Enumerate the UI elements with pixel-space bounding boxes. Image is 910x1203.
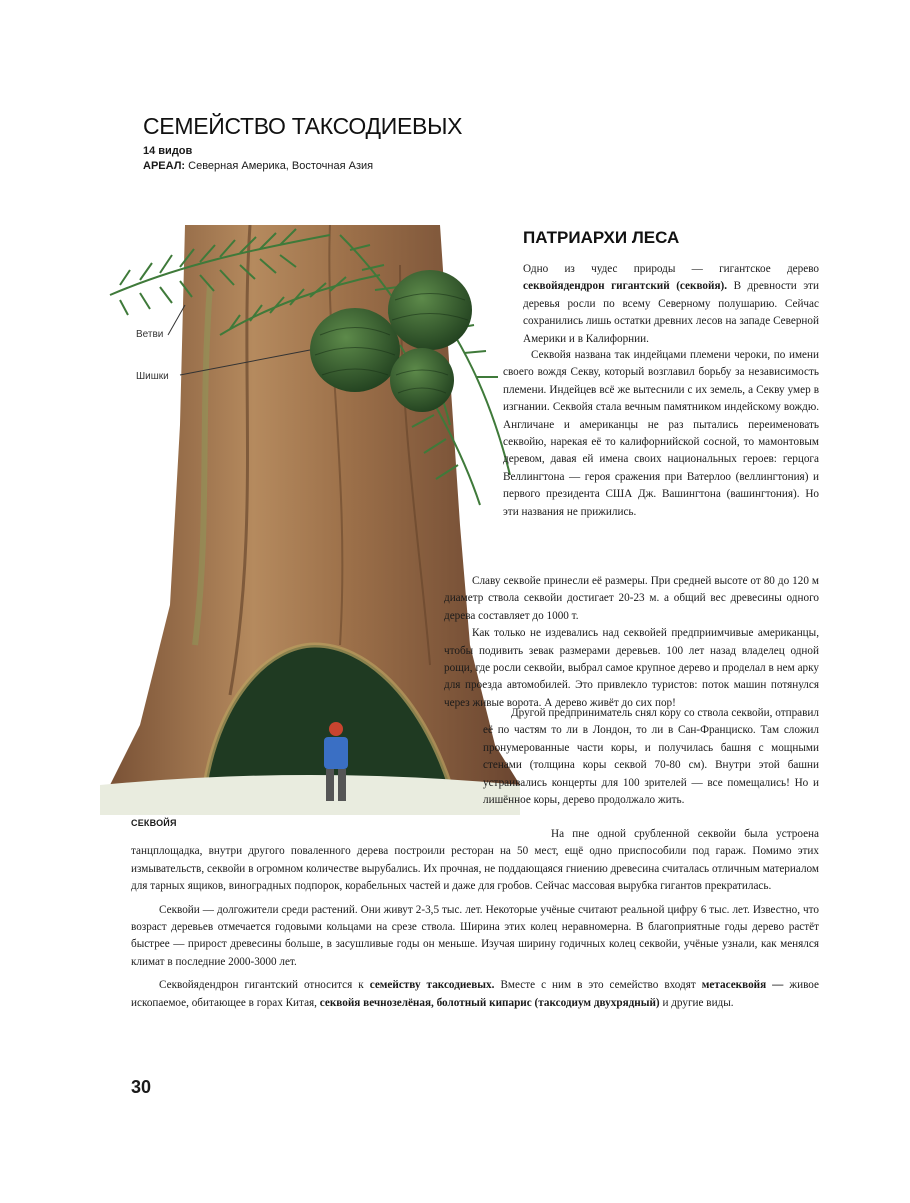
range-value: Северная Америка, Восточная Азия [185, 160, 374, 172]
p8-bold-family: семейству таксодиевых. [369, 979, 495, 992]
p8-text-a: Секвойядендрон гигантский относится к [159, 979, 370, 992]
paragraph-2: Секвойя названа так индейцами племени чероки, по имени своего вождя Секву, который возглавил борьбу за независимость племени. Индейцев всё же вытеснили с их земель, а Секву умер в изгнании. Секвойя стала вечным памятником индейскому вождю. Англичане и американцы не раз пытались переименовать секвойю, нарекая её то калифорнийской сосной, то мамонтовым деревом, давая ей имена своих национальных героев: герцога Веллингтона — героя сражения при Ватерлоо (веллингтония) и первого президента США Дж. Вашингтона (вашингтония). Но эти названия не прижились. [503, 349, 819, 518]
column-text-1 [523, 261, 819, 348]
paragraph-7: Секвойи — долгожители среди растений. Они живут 2-3,5 тыс. лет. Некоторые учёные считают реальной цифру 6 тыс. лет. Известно, что возраст деревьев отмечается годовыми кольцами на срезе ствола. Ширина этих колец неравномерна. В благоприятные годы дерево растёт быстрее — прирост древесины больше, в засушливые годы он меньше. Изучая ширину годичных колец секвойи, учёные узнали, как менялся климат в последние 2000-3000 лет. [131, 903, 819, 968]
label-cones: Шишки [136, 371, 169, 382]
p1-text-a: Одно из чудес природы — гигантское дерево [523, 263, 819, 275]
cone-1 [310, 308, 400, 392]
page-title: СЕМЕЙСТВО ТАКСОДИЕВЫХ [143, 113, 463, 139]
paragraph-3: Славу секвойе принесли её размеры. При средней высоте от 80 до 120 м диаметр ствола секвойи достигает 20-23 м. а общий вес древесины одного дерева составляет до 1000 т. [444, 575, 819, 622]
range-label: АРЕАЛ: [143, 160, 186, 172]
p1-text-c: В древности эти деревья росли по всему Северному полушарию. Сейчас сохранились лишь остатки древних лесов на западе Северной Америки и в Калифорнии. [523, 280, 819, 345]
paragraph-6: На пне одной срубленной секвойи была устроена танцплощадка, внутри другого поваленного дерева построили ресторан на 50 мест, ещё одно приспособили под гараж. Помимо этих измывательств, секвойи в огромном количестве вырубались. Их прочная, не поддающаяся гниению древесина считалась отличным материалом для тарных ящиков, виноградных подпорок, корабельных частей и даже для гробов. Сейчас массовая вырубка гигантов прекратилась. [131, 828, 819, 893]
p8-bold-metasequoia: метасеквойя — [701, 979, 784, 992]
cone-2 [388, 270, 472, 350]
section-title: ПАТРИАРХИ ЛЕСА [523, 228, 680, 247]
sequoia-illustration [100, 225, 520, 815]
sequoia-drawing [100, 225, 520, 815]
paragraph-5: Другой предприниматель снял кору со ствола секвойи, отправил её по частям то ли в Лондон, то ли в Сан-Франциско. Там сложил пронумерованные части коры, и получилась башня с мощными стенами (толщина коры секвой 70-80 см). Внутри этой башни устраивались концерты для 100 зрителей — все помещались! Но и лишённое коры, дерево продолжало жить. [483, 707, 819, 807]
label-branches: Ветви [136, 329, 164, 340]
page-number: 30 [131, 1077, 152, 1097]
column-text-2 [503, 347, 819, 521]
p1-bold: секвойядендрон гигантский (секвойя). [523, 280, 728, 293]
illustration-caption: СЕКВОЙЯ [131, 818, 177, 828]
paragraph-8 [131, 977, 819, 1012]
paragraph-1 [523, 261, 819, 348]
paragraph-4: Как только не издевались над секвойей предприимчивые американцы, чтобы подивить зевак размерами деревьев. 100 лет назад владелец одной рощи, где росли секвойи, выбрал самое крупное дерево и проделал в нем арку для проезда автомобилей. Это привлекло туристов: поток машин потянулся через живые ворота. А дерево живёт до сих пор! [444, 627, 819, 709]
range-line [143, 160, 373, 172]
species-count: 14 видов [143, 145, 193, 157]
bottom-text [131, 826, 819, 1012]
p8-text-e: живое ископаемое, обитающее в горах Китая, [131, 979, 820, 1009]
column-text-4 [483, 705, 819, 809]
p8-text-g: и другие виды. [659, 996, 734, 1009]
cone-3 [390, 348, 454, 412]
column-text-3 [444, 573, 819, 712]
p8-text-c: Вместе с ним в это семейство входят [494, 979, 702, 992]
p8-bold-species: секвойя вечнозелёная, болотный кипарис (таксодиум двухрядный) [319, 996, 660, 1009]
